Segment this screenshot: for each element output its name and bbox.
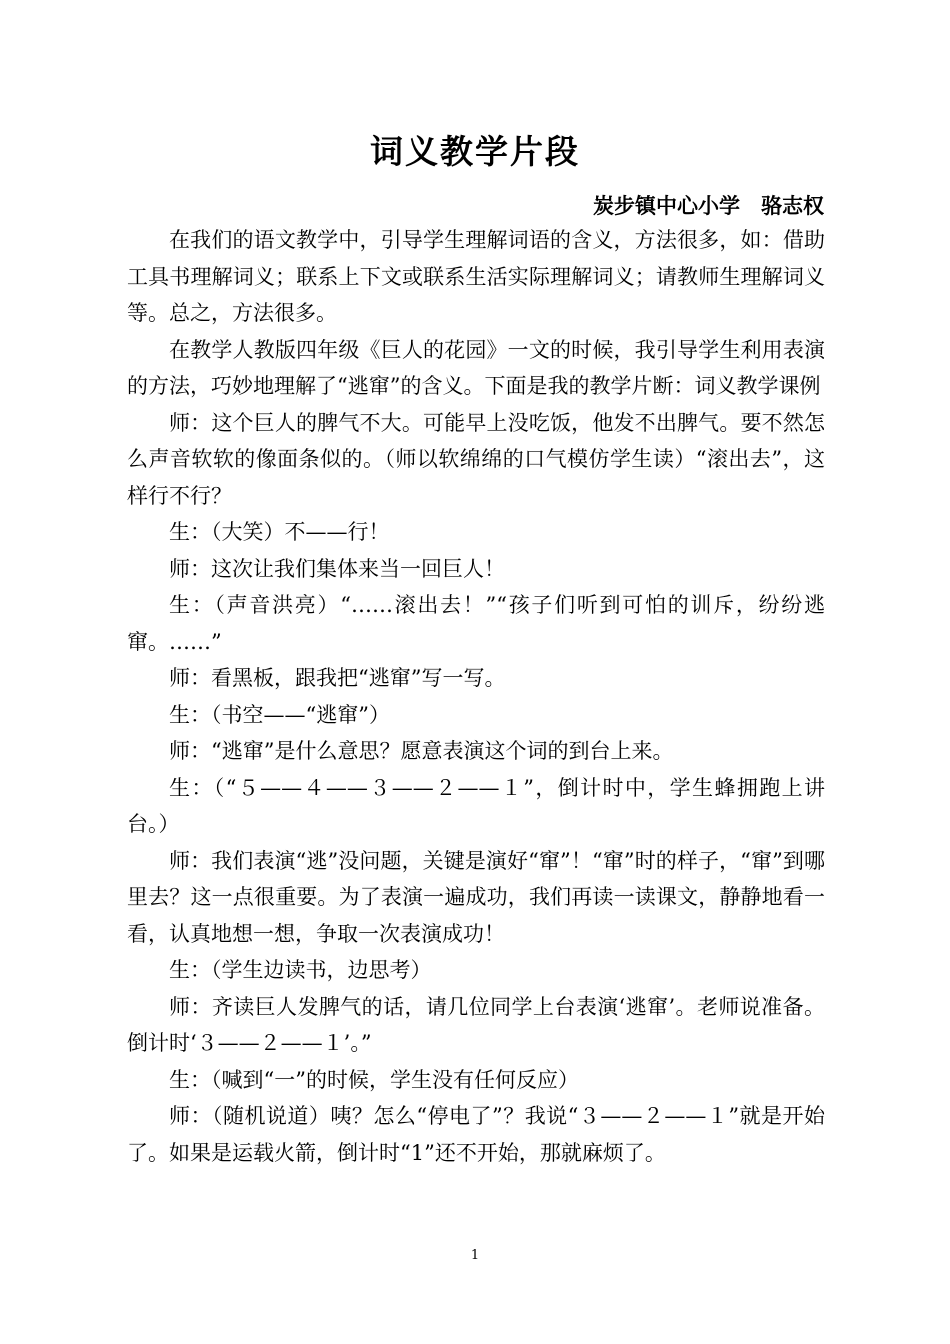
paragraph: 生：（学生边读书，边思考） [169,958,432,982]
paragraph: 在教学人教版四年级《巨人的花园》一文的时候，我引导学生利用表演的方法，巧妙地理解了“逃窜”的含义。下面是我的教学片断：词义教学课例 [127,337,825,398]
paragraph: 师：这个巨人的脾气不大。可能早上没吃饭，他发不出脾气。要不然怎么声音软软的像面条似的。（师以软绵绵的口气模仿学生读）“滚出去”，这样行不行？ [127,410,825,508]
paragraph: 师：（随机说道）咦？怎么“停电了”？我说“３——２——１”就是开始了。如果是运载火箭，倒计时“1”还不开始，那就麻烦了。 [127,1104,825,1165]
paragraph: 生：（书空——“逃窜”） [169,702,390,727]
paragraph: 生：（“５——４——３——２——１”，倒计时中，学生蜂拥跑上讲台。） [127,775,825,836]
paragraph: 师：看黑板，跟我把“逃窜”写一写。 [169,666,506,690]
page-number: 1 [470,1248,480,1263]
author-byline: 炭步镇中心小学 骆志权 [593,193,824,218]
paragraph: 生：（喊到“一”的时候，学生没有任何反应） [169,1067,579,1092]
document-body [127,222,825,1171]
document-title: 词义教学片段 [370,132,580,171]
paragraph: 生：（声音洪亮）“……滚出去！”“孩子们听到可怕的训斥，纷纷逃窜。……” [127,593,825,654]
paragraph: 师：我们表演“逃”没问题，关键是演好“窜”！“窜”时的样子，“窜”到哪里去？这一点很重要。为了表演一遍成功，我们再读一读课文，静静地看一看，认真地想一想，争取一次表演成功！ [127,848,825,946]
paragraph: 师：齐读巨人发脾气的话，请几位同学上台表演‘逃窜’。老师说准备。倒计时‘３——２——１’。” [127,994,825,1055]
paragraph: 在我们的语文教学中，引导学生理解词语的含义，方法很多，如：借助工具书理解词义；联系上下文或联系生活实际理解词义；请教师生理解词义等。总之，方法很多。 [127,228,825,325]
paragraph: 师：这次让我们集体来当一回巨人！ [169,556,505,581]
paragraph: 师：“逃窜”是什么意思？愿意表演这个词的到台上来。 [169,739,674,763]
paragraph: 生：（大笑）不——行！ [169,520,390,544]
